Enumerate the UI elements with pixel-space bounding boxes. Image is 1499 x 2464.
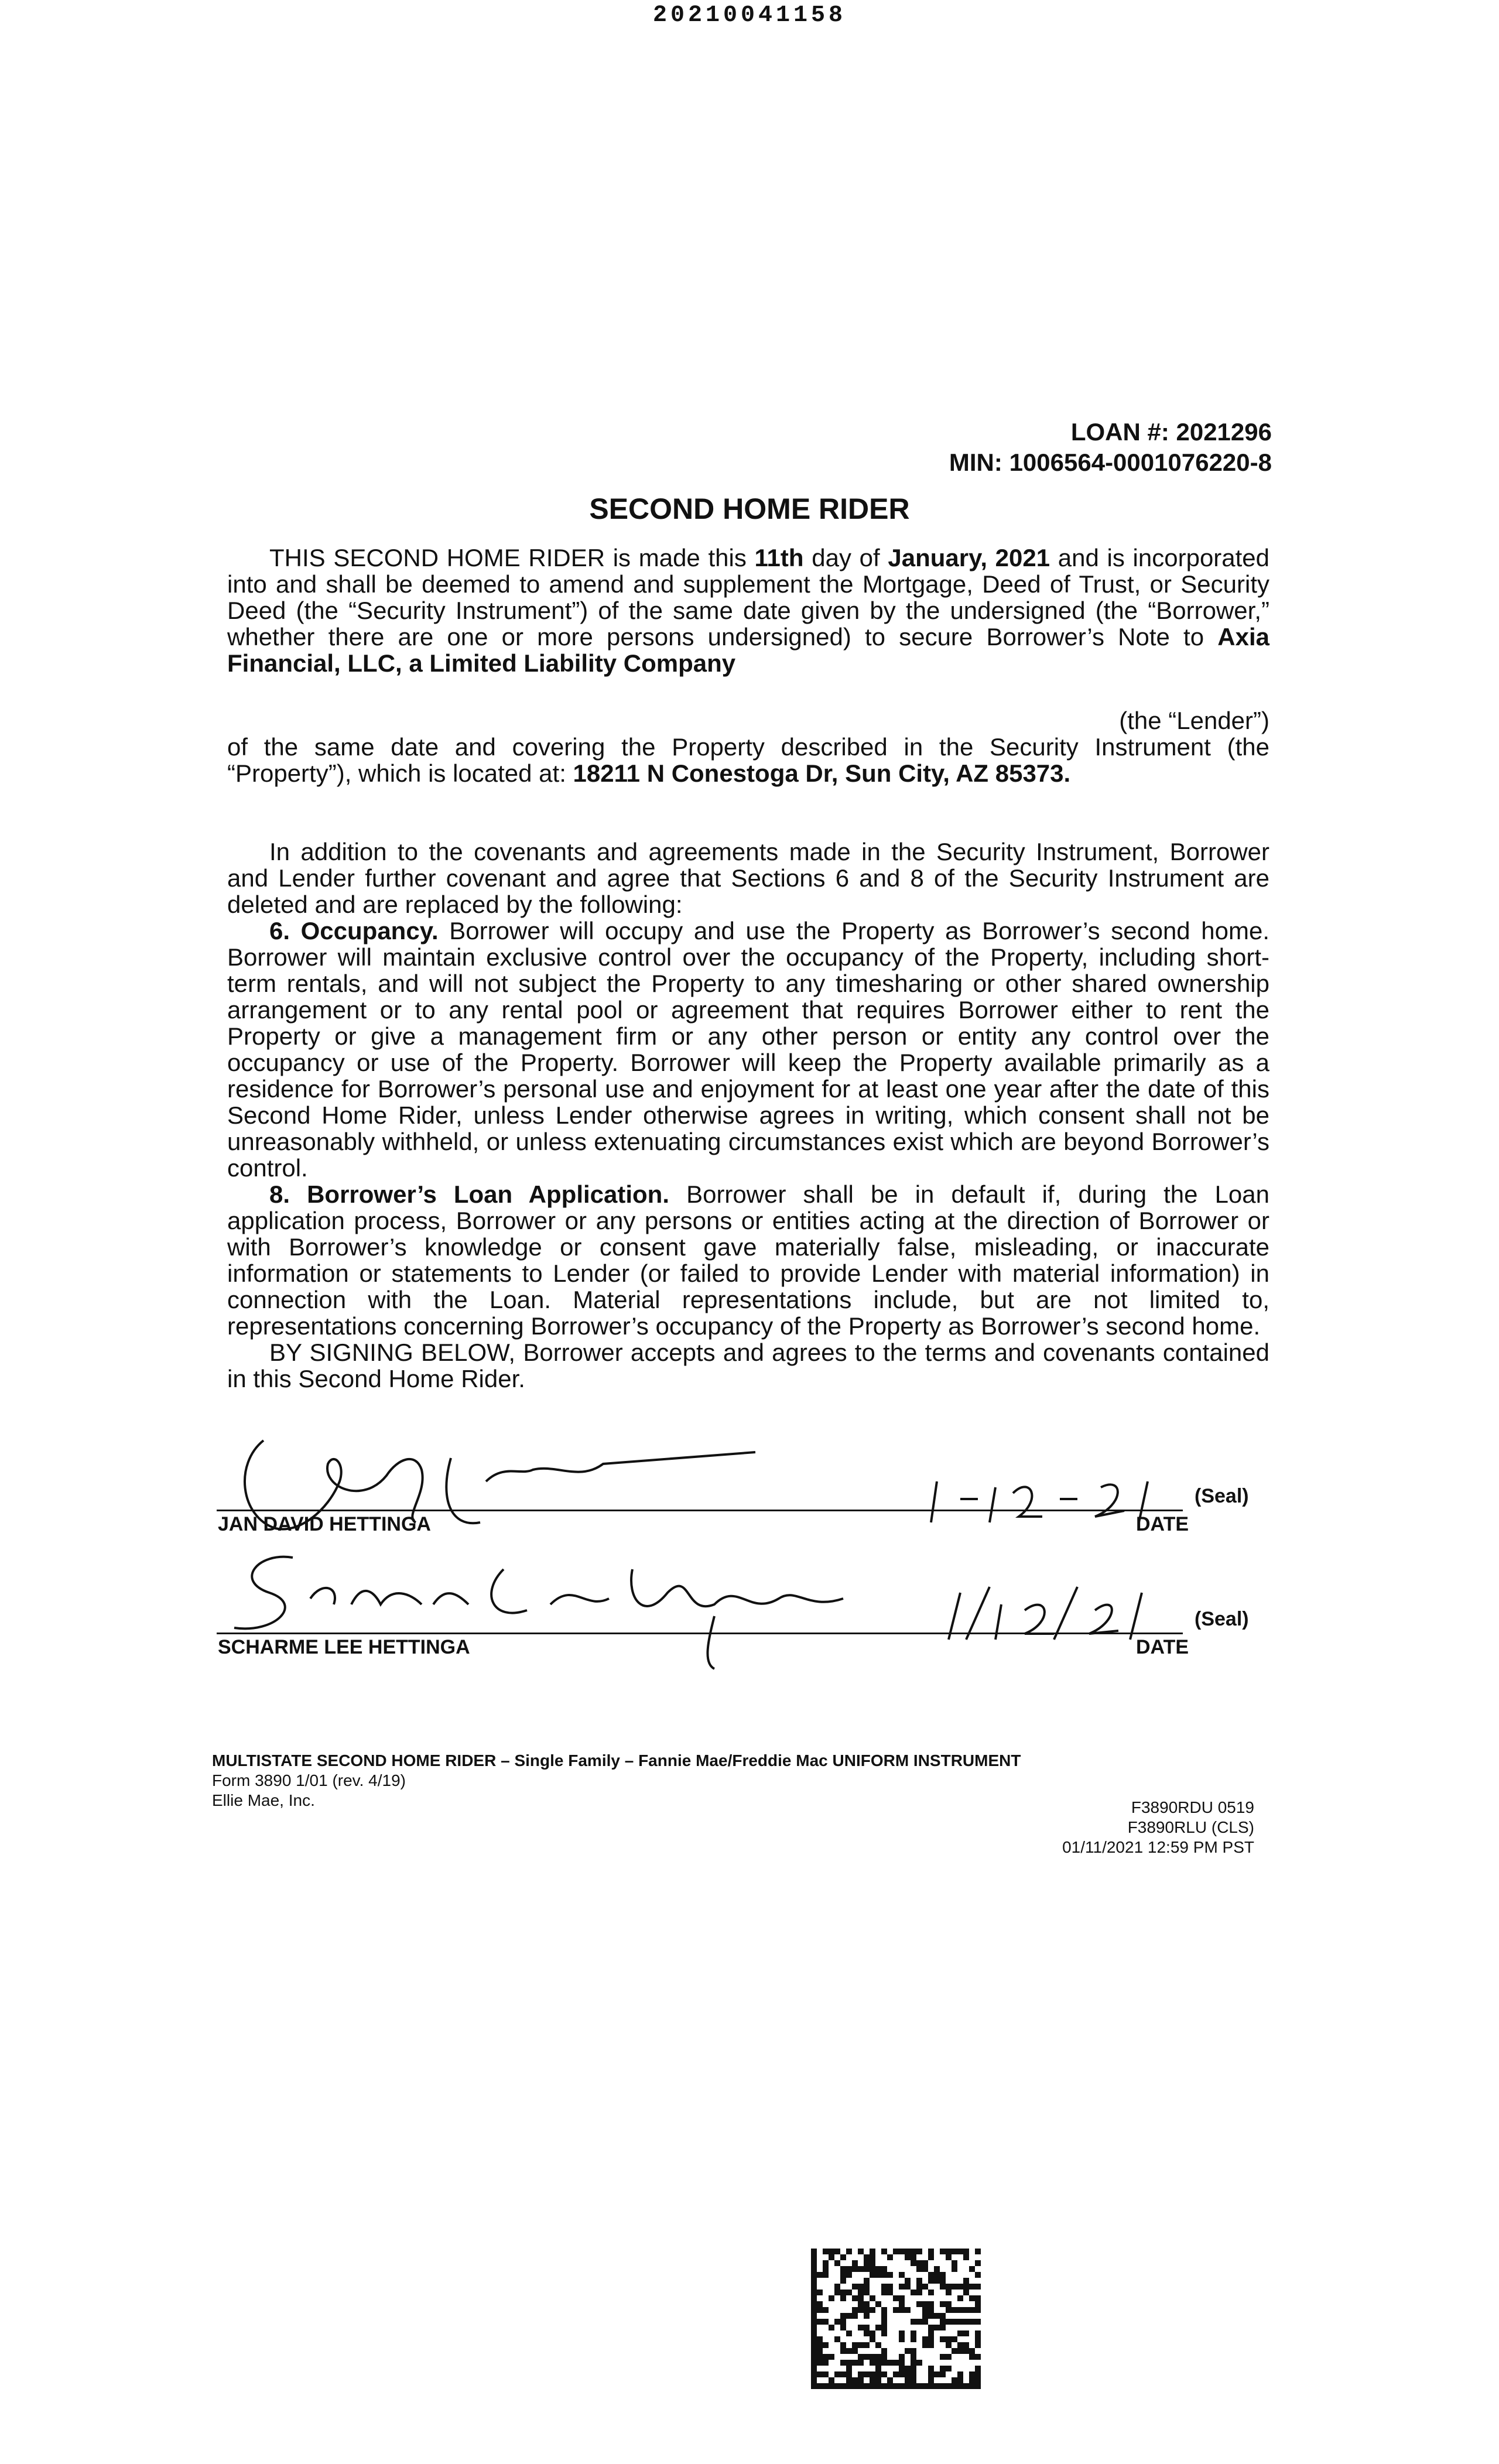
signer-name-2: SCHARME LEE HETTINGA <box>218 1636 470 1658</box>
footer-vendor: Ellie Mae, Inc. <box>212 1791 315 1809</box>
section-6 <box>227 918 1269 1181</box>
footer-codes <box>1062 1798 1254 1857</box>
loan-label: LOAN #: <box>1070 418 1169 446</box>
loan-number: 2021296 <box>1176 418 1272 446</box>
covenants-lead: In addition to the covenants and agreements made in the Security Instrument, Borrower and Lender further covenant and agree that Sections 6 and 8 of the Security Instrument are deleted and are replaced by the following: <box>227 838 1269 918</box>
property-address: 18211 N Conestoga Dr, Sun City, AZ 85373. <box>573 759 1071 787</box>
signature-line-2 <box>217 1633 1183 1634</box>
section-8-text: Borrower shall be in default if, during the Loan application process, Borrower or any persons or entities acting at the direction of Borrower or with Borrower’s knowledge or consent gave materially false, misleading, or inaccurate information or statements to Lender (or failed to provide Lender with material information) in connection with the Loan. Material representations include, but are not limited to, representations concerning Borrower’s occupancy of the Property as Borrower’s second home. <box>227 1180 1269 1340</box>
date-label-2: DATE <box>1136 1636 1189 1658</box>
intro-paragraph <box>227 545 1269 676</box>
min-label: MIN: <box>949 449 1002 476</box>
footer-timestamp: 01/11/2021 12:59 PM PST <box>1062 1838 1254 1856</box>
property-text: of the same date and covering the Property described in the Security Instrument (the “Property”), which is located at: <box>227 733 1269 787</box>
signer-name-1: JAN DAVID HETTINGA <box>218 1513 431 1535</box>
lender-tag: (the “Lender”) <box>1119 707 1269 734</box>
date-handwritten-2 <box>943 1581 1165 1645</box>
section-6-text: Borrower will occupy and use the Property as Borrower’s second home. Borrower will maintain exclusive control over the occupancy of the Property, including short-term rentals, and will not subject the Property to any timesharing or other shared ownership arrangement or to any rental pool or agreement that requires Borrower either to rent the Property or give a management firm or any other person or entity any control over the occupancy or use of the Property. Borrower will keep the Property available primarily as a residence for Borrower’s personal use and enjoyment for at least one year after the date of this Second Home Rider, unless Lender otherwise agrees in writing, which consent shall not be unreasonably withheld, or unless extenuating circumstances exist which are beyond Borrower’s control. <box>227 917 1269 1182</box>
date-handwritten-1 <box>925 1464 1171 1528</box>
footer-code-1: F3890RDU 0519 <box>1131 1798 1254 1816</box>
date-label-1: DATE <box>1136 1513 1189 1535</box>
loan-number-line <box>949 417 1272 447</box>
rider-day: 11th <box>754 544 804 571</box>
covenants-section <box>227 839 1269 1392</box>
record-number: 20210041158 <box>652 2 847 29</box>
signing-statement: BY SIGNING BELOW, Borrower accepts and agrees to the terms and covenants contained in this Second Home Rider. <box>227 1339 1269 1392</box>
section-6-heading: 6. Occupancy. <box>269 917 439 944</box>
footer-form-number: Form 3890 1/01 (rev. 4/19) <box>212 1771 406 1789</box>
barcode-image <box>811 2249 981 2389</box>
property-paragraph <box>227 734 1269 786</box>
document-title: SECOND HOME RIDER <box>589 492 910 525</box>
min-number: 1006564-0001076220-8 <box>1009 449 1272 476</box>
intro-text-b: day of <box>812 544 880 571</box>
loan-info <box>949 417 1272 478</box>
signature-line-1 <box>217 1510 1183 1511</box>
footer-code-2: F3890RLU (CLS) <box>1127 1818 1254 1836</box>
footer-form-title: MULTISTATE SECOND HOME RIDER – Single Family – Fannie Mae/Freddie Mac UNIFORM INSTRUMENT <box>212 1751 1021 1770</box>
min-line <box>949 447 1272 478</box>
seal-label-1: (Seal) <box>1195 1485 1249 1507</box>
section-8-heading: 8. Borrower’s Loan Application. <box>269 1180 670 1208</box>
intro-text-a: THIS SECOND HOME RIDER is made this <box>269 544 747 571</box>
seal-label-2: (Seal) <box>1195 1608 1249 1630</box>
rider-month-year: January, 2021 <box>888 544 1050 571</box>
section-8 <box>227 1181 1269 1339</box>
intro-text-c: and is incorporated into and shall be deemed to amend and supplement the Mortgage, Deed of Trust, or Security Deed (the “Security Instrument”) of the same date given by the undersigned (the “Borrower,” whether there are one or more persons undersigned) to secure Borrower’s Note to <box>227 544 1270 651</box>
lender-name: Axia Financial, LLC, a Limited Liability Company <box>227 623 1269 677</box>
